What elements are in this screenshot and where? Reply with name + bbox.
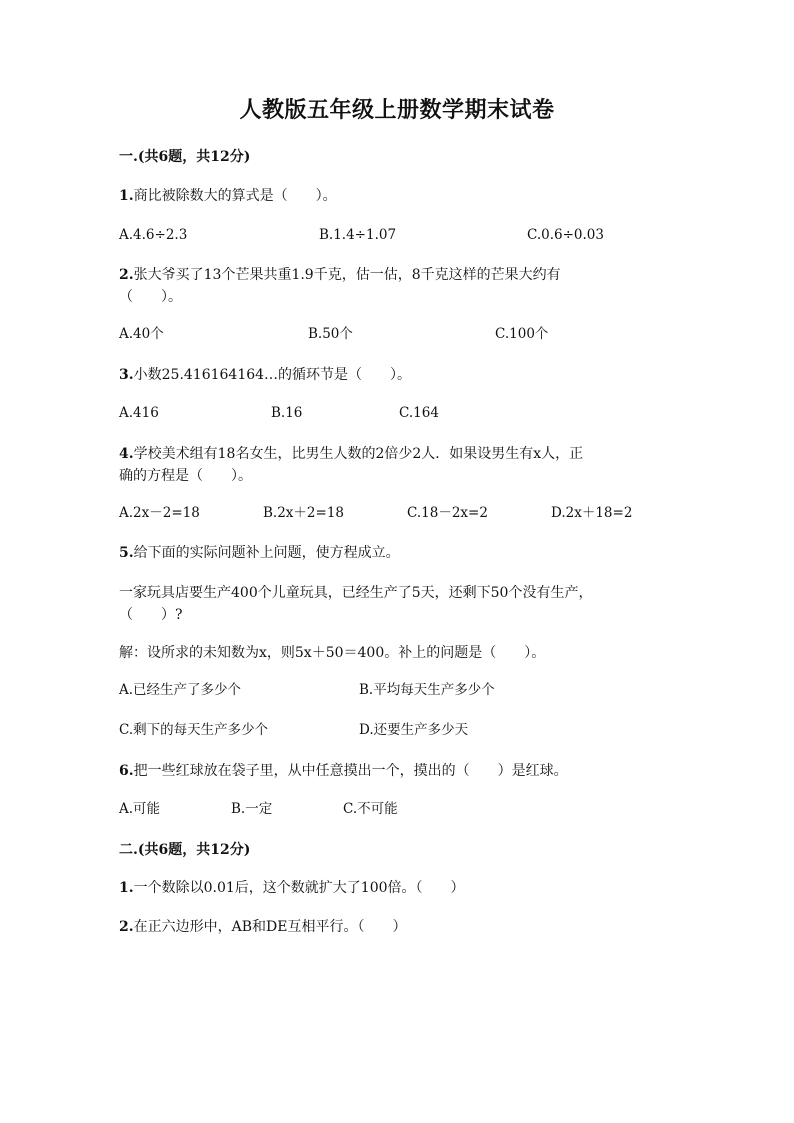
q5-solution: 解：设所求的未知数为x，则5x＋50＝400。补上的问题是（ ）。: [119, 645, 546, 661]
question-number: 6.: [119, 763, 134, 779]
q6-option-c: C.不可能: [343, 801, 398, 817]
question-number: 3.: [119, 367, 134, 383]
question-number: 1.: [119, 880, 134, 896]
question-text-line-1: 学校美术组有18名女生，比男生人数的2倍少2人．如果设男生有x人，正: [133, 446, 584, 462]
question-number: 2.: [119, 919, 134, 935]
section-2-header: 二.(共6题，共12分): [119, 842, 251, 858]
q5-option-d: D.还要生产多少天: [359, 722, 469, 738]
question-text: 商比被除数大的算式是（ ）。: [133, 188, 337, 204]
q2-option-c: C.100个: [495, 326, 549, 342]
question-1-3: [119, 364, 679, 386]
question-1-5: [119, 542, 679, 564]
question-number: 5.: [119, 545, 134, 561]
q2-option-a: A.40个: [119, 326, 164, 342]
question-text: 小数25.416164164…的循环节是（ ）。: [133, 367, 412, 383]
q4-option-b: B.2x＋2=18: [263, 505, 344, 521]
question-number: 1.: [119, 188, 134, 204]
q4-option-d: D.2x＋18=2: [551, 505, 633, 521]
q1-option-c: C.0.6÷0.03: [527, 227, 604, 243]
q1-option-a: A.4.6÷2.3: [119, 227, 188, 243]
q2-option-b: B.50个: [308, 326, 353, 342]
question-text: 把一些红球放在袋子里，从中任意摸出一个，摸出的（ ）是红球。: [133, 763, 568, 779]
q4-option-a: A.2x－2=18: [119, 505, 200, 521]
question-2-1: [119, 877, 679, 899]
q3-option-c: C.164: [399, 405, 439, 421]
q5-problem-line-2: （ ）?: [119, 607, 183, 623]
q5-option-a: A.已经生产了多少个: [119, 682, 242, 698]
question-1-2: [119, 264, 679, 286]
q3-option-a: A.416: [119, 405, 159, 421]
question-1-4: [119, 443, 679, 465]
question-1-2-continued: （ ）。: [119, 289, 182, 305]
q6-option-b: B.一定: [231, 801, 273, 817]
question-text-line-1: 张大爷买了13个芒果共重1.9千克，估一估，8千克这样的芒果大约有: [133, 267, 561, 283]
q6-option-a: A.可能: [119, 801, 161, 817]
question-1-6: [119, 760, 679, 782]
q5-option-c: C.剩下的每天生产多少个: [119, 722, 269, 738]
question-2-2: [119, 916, 679, 938]
question-text: 一个数除以0.01后，这个数就扩大了100倍。（ ）: [133, 880, 465, 896]
question-1-4-continued: 确的方程是（ ）。: [119, 468, 252, 484]
question-number: 4.: [119, 446, 134, 462]
q3-option-b: B.16: [271, 405, 303, 421]
q4-option-c: C.18－2x=2: [407, 505, 488, 521]
q5-option-b: B.平均每天生产多少个: [359, 682, 495, 698]
page-title: 人教版五年级上册数学期末试卷: [239, 97, 555, 123]
question-number: 2.: [119, 267, 134, 283]
question-1-1: [119, 185, 679, 207]
section-1-header: 一.(共6题，共12分): [119, 149, 251, 165]
question-text: 给下面的实际问题补上问题，使方程成立。: [133, 545, 400, 561]
q5-problem-line-1: 一家玩具店要生产400个儿童玩具，已经生产了5天，还剩下50个没有生产，: [119, 585, 593, 601]
q1-option-b: B.1.4÷1.07: [319, 227, 397, 243]
question-text: 在正六边形中，AB和DE互相平行。（ ）: [133, 919, 407, 935]
